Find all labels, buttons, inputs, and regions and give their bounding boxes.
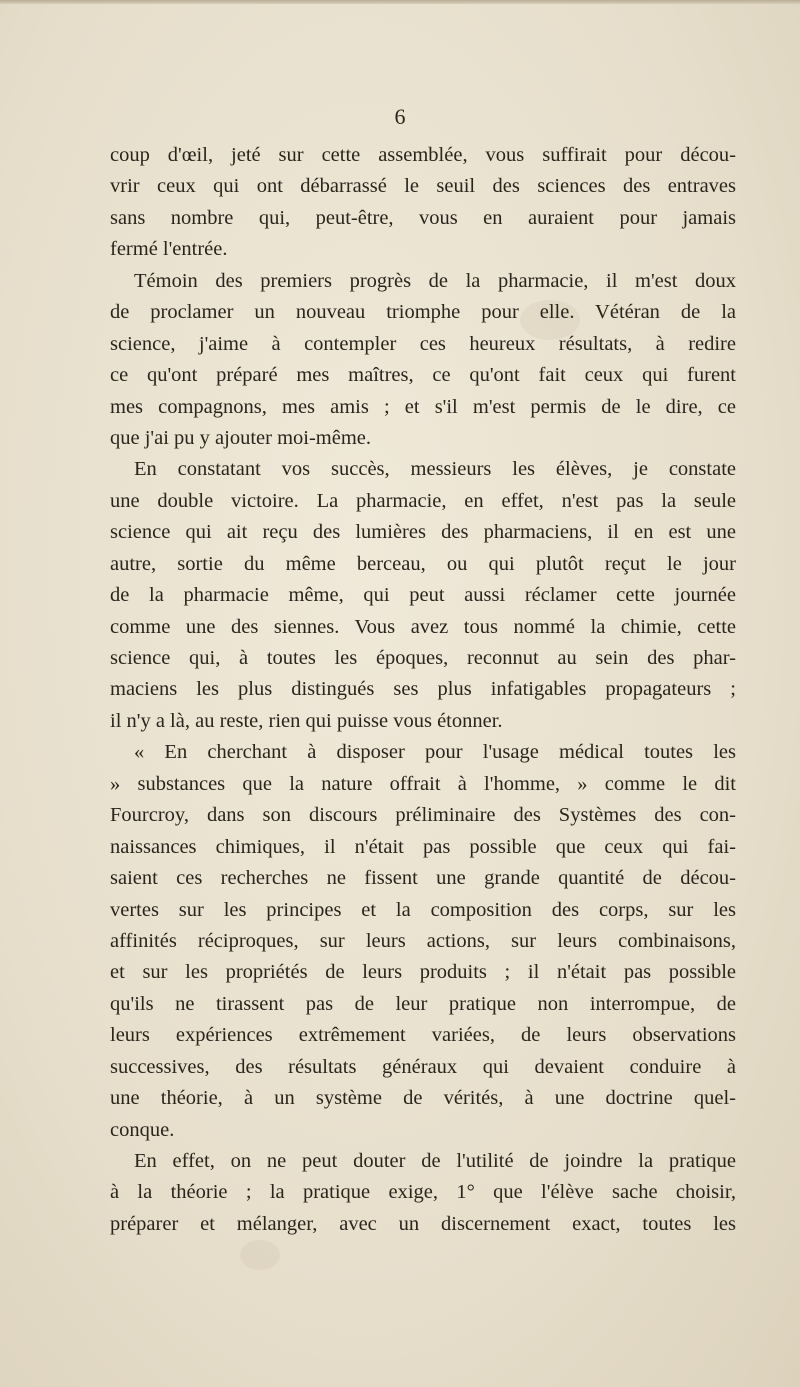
text-line: il n'y a là, au reste, rien qui puisse vous étonner.: [110, 709, 503, 732]
text-line: maciens les plus distingués ses plus infatigables propagateurs ;: [110, 678, 736, 701]
text-line: de la pharmacie même, qui peut aussi réclamer cette journée: [110, 584, 736, 607]
text-line: autre, sortie du même berceau, ou qui plutôt reçut le jour: [110, 552, 736, 575]
text-line: successives, des résultats généraux qui devaient conduire à: [110, 1055, 736, 1078]
text-line: préparer et mélanger, avec un discernement exact, toutes les: [110, 1212, 736, 1235]
text-line: science qui, à toutes les époques, reconnut au sein des phar-: [110, 647, 736, 669]
text-line: affinités réciproques, sur leurs actions, sur leurs combinaisons,: [110, 929, 736, 952]
text-line: science qui ait reçu des lumières des pharmaciens, il en est une: [110, 521, 736, 544]
paper-stain: [240, 1240, 280, 1270]
text-line: vertes sur les principes et la composition des corps, sur les: [110, 898, 736, 921]
text-line: « En cherchant à disposer pour l'usage médical toutes les: [134, 741, 736, 764]
text-line: à la théorie ; la pratique exige, 1° que l'élève sache choisir,: [110, 1181, 736, 1204]
text-line: Témoin des premiers progrès de la pharmacie, il m'est doux: [134, 269, 736, 292]
text-line: qu'ils ne tirassent pas de leur pratique non interrompue, de: [110, 992, 736, 1015]
text-line: En constatant vos succès, messieurs les élèves, je constate: [134, 458, 736, 481]
text-line: naissances chimiques, il n'était pas possible que ceux qui fai-: [110, 835, 736, 858]
text-line: et sur les propriétés de leurs produits ; il n'était pas possible: [110, 961, 736, 984]
text-line: science, j'aime à contempler ces heureux résultats, à redire: [110, 332, 736, 355]
text-line: sans nombre qui, peut-être, vous en auraient pour jamais: [110, 206, 736, 229]
text-line: coup d'œil, jeté sur cette assemblée, vous suffirait pour décou-: [110, 144, 736, 166]
text-line: fermé l'entrée.: [110, 238, 228, 261]
text-line: ce qu'ont préparé mes maîtres, ce qu'ont fait ceux qui furent: [110, 364, 736, 387]
text-line: une double victoire. La pharmacie, en effet, n'est pas la seule: [110, 489, 736, 512]
text-line: conque.: [110, 1118, 175, 1141]
text-line: mes compagnons, mes amis ; et s'il m'est permis de le dire, ce: [110, 395, 736, 418]
text-line: comme une des siennes. Vous avez tous nommé la chimie, cette: [110, 615, 736, 638]
body-text: [110, 140, 736, 1240]
text-line: de proclamer un nouveau triomphe pour elle. Vétéran de la: [110, 301, 736, 324]
text-line: une théorie, à un système de vérités, à une doctrine quel-: [110, 1087, 736, 1110]
page-top-edge: [0, 0, 800, 4]
text-line: En effet, on ne peut douter de l'utilité de joindre la pratique: [134, 1150, 736, 1172]
text-line: » substances que la nature offrait à l'homme, » comme le dit: [110, 772, 736, 795]
text-line: leurs expériences extrêmement variées, de leurs observations: [110, 1024, 736, 1047]
text-line: que j'ai pu y ajouter moi-même.: [110, 426, 372, 449]
text-line: Fourcroy, dans son discours préliminaire des Systèmes des con-: [110, 804, 736, 827]
text-line: saient ces recherches ne fissent une grande quantité de décou-: [110, 867, 736, 890]
page-number: 6: [394, 104, 406, 129]
text-line: vrir ceux qui ont débarrassé le seuil des sciences des entraves: [110, 175, 736, 198]
